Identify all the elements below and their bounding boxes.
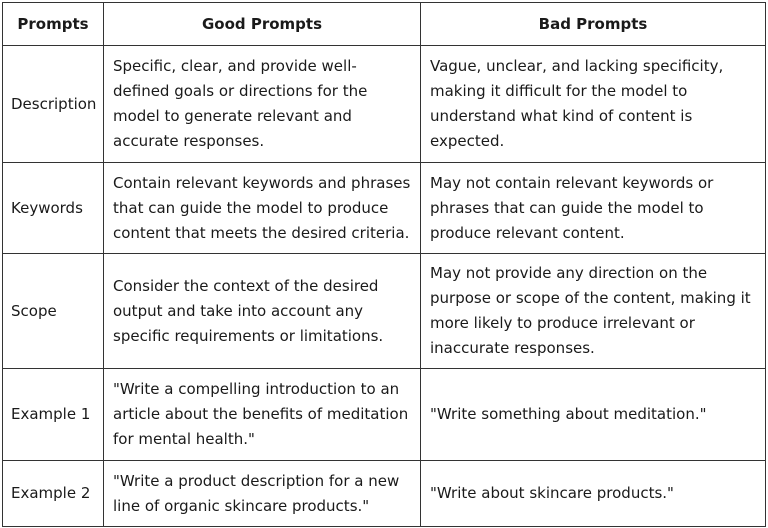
- table-row: [3, 163, 766, 254]
- table-row: [3, 461, 766, 527]
- table-row: [3, 254, 766, 369]
- row-label: Description: [3, 46, 104, 163]
- bad-prompt-cell: "Write about skincare products.": [421, 461, 766, 527]
- bad-prompt-cell: May not provide any direction on the purpose or scope of the content, making it more likely to produce irrelevant or inaccurate responses.: [421, 254, 766, 369]
- row-label: Example 1: [3, 369, 104, 461]
- bad-prompt-cell: Vague, unclear, and lacking specificity, making it difficult for the model to understand what kind of content is expected.: [421, 46, 766, 163]
- header-good-prompts: Good Prompts: [104, 3, 421, 46]
- table-header-row: [3, 3, 766, 46]
- good-prompt-cell: Specific, clear, and provide well-defined goals or directions for the model to generate relevant and accurate responses.: [104, 46, 421, 163]
- header-bad-prompts: Bad Prompts: [421, 3, 766, 46]
- prompt-comparison-table: [2, 2, 766, 527]
- bad-prompt-cell: May not contain relevant keywords or phrases that can guide the model to produce relevant content.: [421, 163, 766, 254]
- header-prompts: Prompts: [3, 3, 104, 46]
- good-prompt-cell: Contain relevant keywords and phrases that can guide the model to produce content that meets the desired criteria.: [104, 163, 421, 254]
- good-prompt-cell: "Write a product description for a new line of organic skincare products.": [104, 461, 421, 527]
- table-row: [3, 46, 766, 163]
- table-row: [3, 369, 766, 461]
- row-label: Scope: [3, 254, 104, 369]
- row-label: Example 2: [3, 461, 104, 527]
- good-prompt-cell: Consider the context of the desired output and take into account any specific requirements or limitations.: [104, 254, 421, 369]
- bad-prompt-cell: "Write something about meditation.": [421, 369, 766, 461]
- good-prompt-cell: "Write a compelling introduction to an article about the benefits of meditation for mental health.": [104, 369, 421, 461]
- row-label: Keywords: [3, 163, 104, 254]
